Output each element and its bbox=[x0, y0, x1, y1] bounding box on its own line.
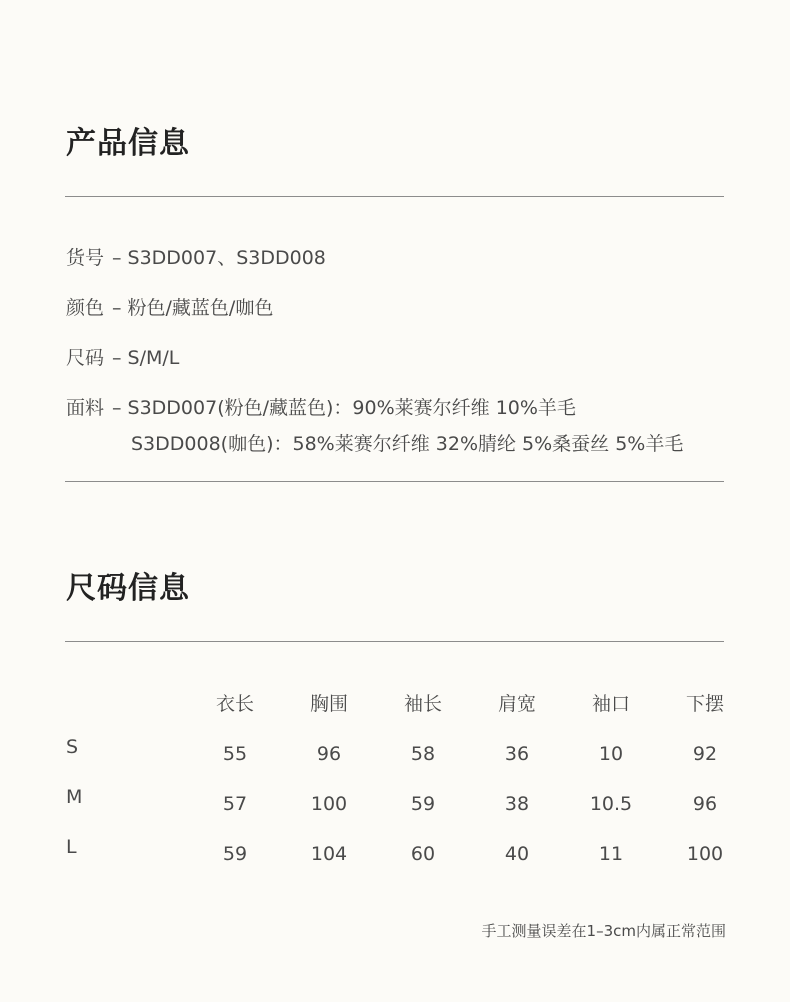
info-value: S3DD007、S3DD008 bbox=[127, 247, 326, 269]
column-header: 衣长 bbox=[215, 693, 255, 715]
column-header: 下摆 bbox=[685, 693, 725, 715]
column-header: 袖长 bbox=[403, 693, 443, 715]
info-row-size bbox=[66, 346, 179, 370]
info-value: 粉色/藏蓝色/咖色 bbox=[127, 297, 274, 319]
product-info-title: 产品信息 bbox=[66, 126, 190, 161]
column-header: 袖口 bbox=[591, 693, 631, 715]
table-cell: 92 bbox=[692, 743, 718, 765]
info-dash: – bbox=[112, 297, 122, 319]
info-label: 颜色 bbox=[66, 297, 105, 319]
table-cell: 11 bbox=[598, 843, 624, 865]
table-cell: 100 bbox=[310, 793, 348, 815]
table-cell: 100 bbox=[686, 843, 724, 865]
info-label: 面料 bbox=[66, 397, 105, 419]
info-value: S/M/L bbox=[127, 347, 180, 369]
row-size-label: S bbox=[66, 736, 79, 758]
table-cell: 96 bbox=[316, 743, 342, 765]
info-dash: – bbox=[112, 247, 122, 269]
info-value-fabric-line-2: S3DD008(咖色)：58%莱赛尔纤维 32%腈纶 5%桑蚕丝 5%羊毛 bbox=[131, 433, 684, 455]
size-info-title: 尺码信息 bbox=[66, 571, 190, 606]
column-header: 肩宽 bbox=[497, 693, 537, 715]
info-label: 尺码 bbox=[66, 347, 105, 369]
table-cell: 40 bbox=[504, 843, 530, 865]
table-cell: 96 bbox=[692, 793, 718, 815]
table-cell: 59 bbox=[222, 843, 248, 865]
table-cell: 55 bbox=[222, 743, 248, 765]
info-row-color bbox=[66, 296, 273, 320]
product-info-bottom-divider bbox=[65, 481, 724, 482]
table-cell: 10 bbox=[598, 743, 624, 765]
table-cell: 104 bbox=[310, 843, 348, 865]
info-row-item-number bbox=[66, 246, 326, 270]
size-info-divider bbox=[65, 641, 724, 642]
table-cell: 10.5 bbox=[589, 793, 633, 815]
table-cell: 58 bbox=[410, 743, 436, 765]
table-cell: 57 bbox=[222, 793, 248, 815]
column-header: 胸围 bbox=[309, 693, 349, 715]
info-row-fabric bbox=[66, 396, 576, 420]
table-cell: 36 bbox=[504, 743, 530, 765]
product-info-top-divider bbox=[65, 196, 724, 197]
info-dash: – bbox=[112, 347, 122, 369]
info-label: 货号 bbox=[66, 247, 105, 269]
row-size-label: L bbox=[66, 836, 77, 858]
measurement-note: 手工测量误差在1–3cm内属正常范围 bbox=[481, 922, 726, 940]
row-size-label: M bbox=[66, 786, 83, 808]
table-cell: 38 bbox=[504, 793, 530, 815]
table-cell: 60 bbox=[410, 843, 436, 865]
table-cell: 59 bbox=[410, 793, 436, 815]
info-value: S3DD007(粉色/藏蓝色)：90%莱赛尔纤维 10%羊毛 bbox=[127, 397, 576, 419]
info-dash: – bbox=[112, 397, 122, 419]
